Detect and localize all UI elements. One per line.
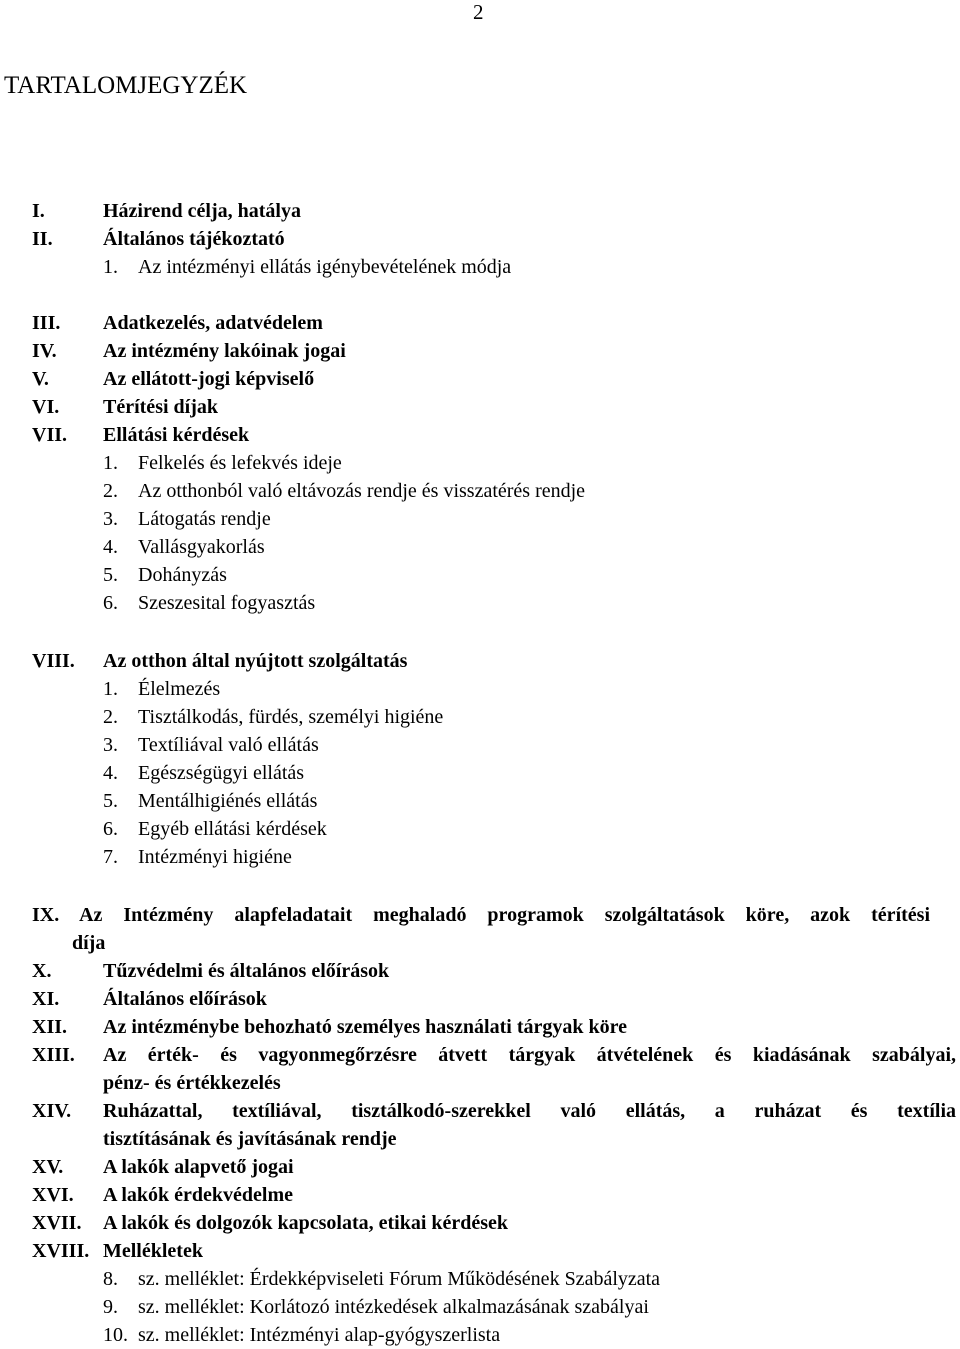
toc-subnumber: 1. [103,678,118,700]
toc-subtitle: Tisztálkodás, fürdés, személyi higiéne [138,706,444,728]
toc-subnumber: 3. [103,734,118,756]
toc-subtitle: Látogatás rendje [138,508,271,530]
toc-number: XIII. [32,1044,75,1066]
toc-subtitle: Az intézményi ellátás igénybevételének módja [138,256,512,278]
toc-subnumber: 6. [103,592,118,614]
toc-subtitle: Intézményi higiéne [138,846,292,868]
toc-title: Az otthon által nyújtott szolgáltatás [103,650,408,672]
toc-title: Ruházattal, textíliával, tisztálkodó-szerekkel való ellátás, a ruházat és textília [103,1100,956,1122]
toc-subnumber: 10. [103,1324,128,1346]
toc-subnumber: 4. [103,536,118,558]
toc-title: díja [72,932,106,954]
toc-subnumber: 3. [103,508,118,530]
toc-title: Az intézmény lakóinak jogai [103,340,346,362]
toc-subnumber: 2. [103,706,118,728]
toc-subnumber: 8. [103,1268,118,1290]
toc-subtitle: sz. melléklet: Érdekképviseleti Fórum Működésének Szabályzata [138,1268,661,1290]
toc-subnumber: 4. [103,762,118,784]
toc-subtitle: Felkelés és lefekvés ideje [138,452,342,474]
toc-item [32,903,930,927]
toc-title: Térítési díjak [103,396,218,418]
toc-subnumber: 2. [103,480,118,502]
toc-subnumber: 6. [103,818,118,840]
toc-number: VI. [32,396,60,418]
toc-subnumber: 1. [103,452,118,474]
toc-number: XI. [32,988,60,1010]
toc-number: XVI. [32,1184,74,1206]
toc-title: tisztításának és javításának rendje [103,1128,397,1150]
toc-number: VII. [32,424,68,446]
toc-title: A lakók alapvető jogai [103,1156,294,1178]
toc-subtitle: Dohányzás [138,564,227,586]
toc-title: Házirend célja, hatálya [103,200,301,222]
toc-title: Általános tájékoztató [103,228,285,250]
toc-subtitle: Egyéb ellátási kérdések [138,818,327,840]
toc-subtitle: Az otthonból való eltávozás rendje és visszatérés rendje [138,480,586,502]
toc-subtitle: Szeszesital fogyasztás [138,592,316,614]
toc-title: Általános előírások [103,988,267,1010]
document-title: TARTALOMJEGYZÉK [4,72,248,99]
toc-number: X. [32,960,52,982]
toc-number: XII. [32,1016,68,1038]
toc-subtitle: Élelmezés [138,678,221,700]
toc-number: XIV. [32,1100,72,1122]
toc-title: Mellékletek [103,1240,203,1262]
toc-number: III. [32,312,61,334]
toc-subtitle: sz. melléklet: Intézményi alap-gyógyszerlista [138,1324,501,1346]
toc-number: II. [32,228,53,250]
toc-number: V. [32,368,49,390]
toc-number: XVIII. [32,1240,90,1262]
toc-title: Ellátási kérdések [103,424,250,446]
toc-title: Az ellátott-jogi képviselő [103,368,315,390]
toc-number: VIII. [32,650,75,672]
toc-subnumber: 9. [103,1296,118,1318]
toc-subtitle: Mentálhigiénés ellátás [138,790,318,812]
toc-title: A lakók és dolgozók kapcsolata, etikai kérdések [103,1212,509,1234]
toc-number: XVII. [32,1212,82,1234]
toc-title: Az érték- és vagyonmegőrzésre átvett tárgyak átvételének és kiadásának szabályai, [103,1044,956,1066]
toc-number: IV. [32,340,57,362]
toc-number: XV. [32,1156,64,1178]
toc-number: I. [32,200,45,222]
toc-subnumber: 7. [103,846,118,868]
toc-title: A lakók érdekvédelme [103,1184,293,1206]
toc-title: IX. Az Intézmény alapfeladatait meghaladó programok szolgáltatások köre, azok térítési [32,904,930,926]
page-number: 2 [473,0,484,24]
toc-subtitle: Textíliával való ellátás [138,734,319,756]
toc-subnumber: 5. [103,564,118,586]
toc-subtitle: Vallásgyakorlás [138,536,265,558]
toc-title: Adatkezelés, adatvédelem [103,312,323,334]
toc-subtitle: Egészségügyi ellátás [138,762,305,784]
toc-title: Az intézménybe behozható személyes használati tárgyak köre [103,1016,628,1038]
toc-subtitle: sz. melléklet: Korlátozó intézkedések alkalmazásának szabályai [138,1296,649,1318]
toc-item-continuation [72,931,105,955]
toc-subnumber: 5. [103,790,118,812]
toc-title: Tűzvédelmi és általános előírások [103,960,390,982]
toc-title: pénz- és értékkezelés [103,1072,281,1094]
toc-subnumber: 1. [103,256,118,278]
